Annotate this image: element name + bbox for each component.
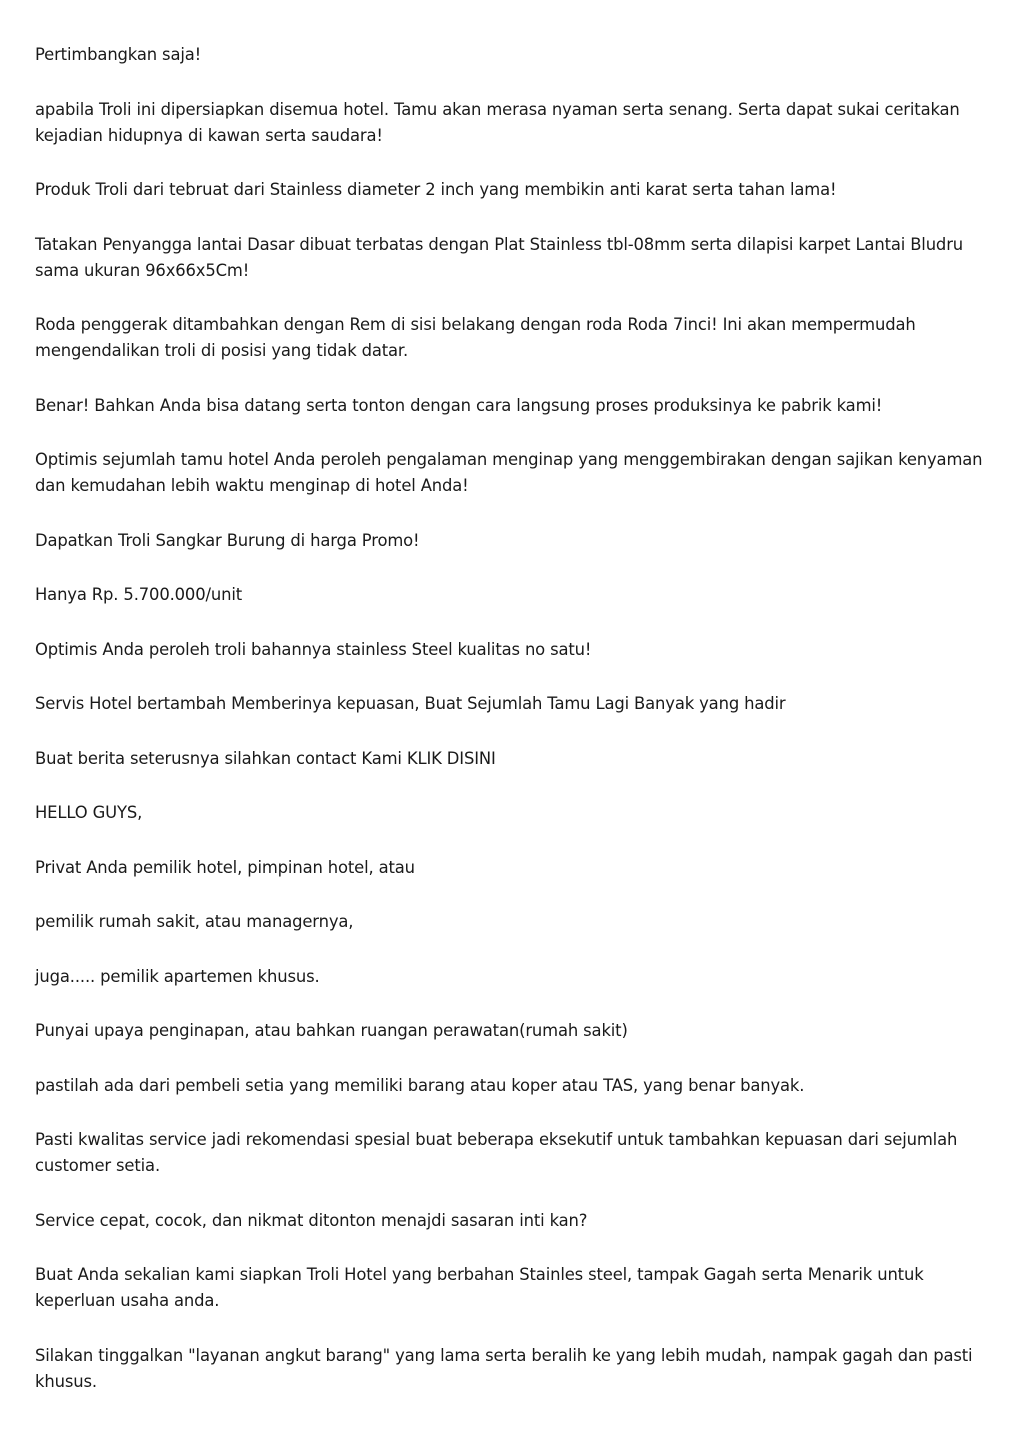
paragraph: pemilik rumah sakit, atau managernya, (35, 912, 354, 931)
paragraph-price: Hanya Rp. 5.700.000/unit (35, 585, 243, 604)
paragraph: Servis Hotel bertambah Memberinya kepuasan, Buat Sejumlah Tamu Lagi Banyak yang hadir (35, 694, 786, 713)
paragraph-promo: Dapatkan Troli Sangkar Burung di harga Promo! (35, 530, 420, 550)
paragraph: Tatakan Penyangga lantai Dasar dibuat terbatas dengan Plat Stainless tbl-08mm serta dilapisi karpet Lantai Bludru sama ukuran 96x66x5Cm! (35, 234, 964, 280)
paragraph: Optimis sejumlah tamu hotel Anda peroleh pengalaman menginap yang menggembirakan dengan sajikan kenyaman dan kemudahan lebih waktu menginap di hotel Anda! (35, 450, 983, 495)
paragraph-contact: Buat berita seterusnya silahkan contact Kami KLIK DISINI (35, 748, 496, 768)
paragraph: Punyai upaya penginapan, atau bahkan ruangan perawatan(rumah sakit) (35, 1021, 628, 1040)
paragraph: Optimis Anda peroleh troli bahannya stainless Steel kualitas no satu! (35, 639, 592, 659)
paragraph: Service cepat, cocok, dan nikmat ditonton menajdi sasaran inti kan? (35, 1210, 588, 1230)
paragraph: Produk Troli dari tebruat dari Stainless diameter 2 inch yang membikin anti karat serta tahan lama! (35, 180, 837, 199)
paragraph: Benar! Bahkan Anda bisa datang serta tonton dengan cara langsung proses produksinya ke pabrik kami! (35, 395, 883, 415)
paragraph: Pasti kwalitas service jadi rekomendasi spesial buat beberapa eksekutif untuk tambahkan kepuasan dari sejumlah customer setia. (35, 1130, 958, 1175)
paragraph: Roda penggerak ditambahkan dengan Rem di sisi belakang dengan roda Roda 7inci! Ini akan mempermudah mengendalikan troli di posisi yang tidak datar. (35, 315, 916, 360)
paragraph-intro: Pertimbangkan saja! (35, 45, 202, 64)
document-body (35, 42, 990, 1423)
paragraph: Privat Anda pemilik hotel, pimpinan hotel, atau (35, 857, 415, 877)
paragraph: juga..... pemilik apartemen khusus. (35, 966, 320, 986)
paragraph: Buat Anda sekalian kami siapkan Troli Hotel yang berbahan Stainles steel, tampak Gagah serta Menarik untuk keperluan usaha anda. (35, 1265, 924, 1310)
paragraph: Silakan tinggalkan "layanan angkut barang" yang lama serta beralih ke yang lebih mudah, nampak gagah dan pasti khusus. (35, 1345, 973, 1391)
paragraph: pastilah ada dari pembeli setia yang memiliki barang atau koper atau TAS, yang benar banyak. (35, 1075, 805, 1095)
paragraph: apabila Troli ini dipersiapkan disemua hotel. Tamu akan merasa nyaman serta senang. Serta dapat sukai ceritakan kejadian hidupnya di kawan serta saudara! (35, 99, 960, 145)
paragraph-greeting: HELLO GUYS, (35, 803, 143, 822)
